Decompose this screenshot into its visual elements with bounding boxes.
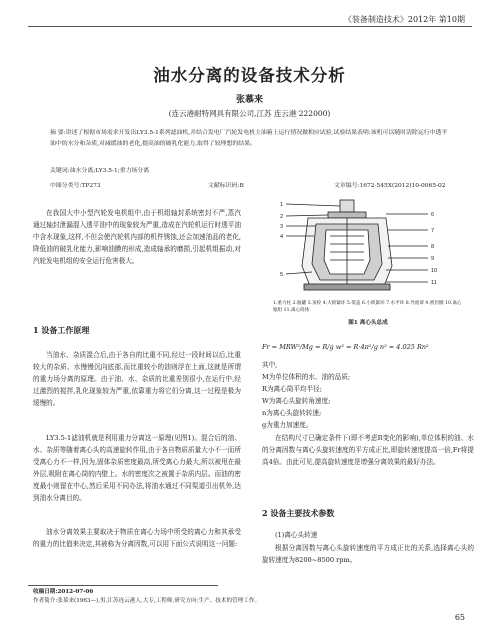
author-name: 张慕来 [235,95,263,105]
intro-paragraph: 在我国大中小型汽轮发电机组中,由于机组轴封系统密封不严,蒸汽通过轴封泄漏混入透平油中的现象较为严重,造成在汽轮机运行时透平油中含水现象,这样,不但会使汽轮机内部的机件锈蚀,还会加速油品的老化,降低油的破乳化能力,影响油膜的形成,造成轴承的磨损,引起机组振动,对汽轮发电机组的安全运行危害极大。 [33,209,241,265]
callout-6: 6 [431,212,435,218]
page-number: 65 [454,613,465,622]
received-date: 收稿日期:2012-07-06 [33,589,94,595]
footnotes [33,588,473,606]
keywords: 关键词:油水分离;LY3.5-1;重力场分离 [50,168,150,174]
section-2-1-paragraph: 根据分离因数与离心头旋转速度的平方成正比的关系,选择离心头的旋转速度为8200~8500 rpm。 [262,544,474,564]
callout-9: 9 [431,256,435,262]
figure-legend: 1.重力柱 2.瓶罐 3.顶栓 4.大锁紧环 5.架盖 6.小锁紧环 7.水平环 8.导流罩 9.密封圈 10.离心瓶组 11.离心筒体 [273,301,462,314]
figure-1 [268,196,468,327]
section-1-paragraph-1: 当油水、杂质混合后,由于各自的比重不同,经过一段时间以后,比重较大的杂质、水慢慢沉向底部,而比重较小的油则浮在上面,这就是所谓的重力场分离的原理。由于油、水、杂质的比重差别很小,在运行中,经过激烈的搅拌,乳化现象较为严重,依靠重力将它们分离,这一过程是极为缓慢的。 [33,351,241,407]
article-id: 文章编号:1672-545X(2012)10-0065-02 [334,183,446,189]
def-g: g为重力加速度。 [262,420,313,429]
def-m: M为单位体积的水、油的品质; [262,372,351,381]
callout-8: 8 [431,244,435,250]
separation-factor-formula: Fr = MRW²/Mg = R/g w² = R·4π²/g n² = 4.025 Rn² [262,343,429,351]
def-r: R为离心筒平均半径; [262,384,322,393]
section-2-1-heading: (1)离心头转速 [275,531,318,539]
header-rule [28,26,472,27]
callout-7: 7 [431,228,435,234]
callout-3: 3 [280,224,284,230]
paper-title: 油水分离的设备技术分析 [153,66,346,85]
callout-5: 5 [280,272,284,278]
callout-1: 1 [280,202,284,208]
variable-definitions [262,360,474,431]
def-w: W为离心头旋转角速度; [262,396,331,405]
callout-4: 4 [280,234,284,240]
footnote-rule [28,585,218,586]
abstract: 摘 要:讲述了根据市场需求开发出LY3.5-1系列滤油机,并结合发电厂汽轮发电机主油箱上运行情况做相应试验,试验结果表明:该机可以随时清除运行中透平油中的水分和杂质,对减缓油的老化,提高油的破乳化能力,取得了较理想的结果。 [50,130,448,147]
document-code: 文献标识码:B [208,183,244,189]
callout-11: 11 [431,280,437,286]
section-1-paragraph-2: LY3.5-1滤油机就是利用重力分离这一原理(见图1)。混合后的油、水、杂质等随着离心头的高速旋转作用,由于各自物质质量大小不一而所受离心力不一样,因为,固体杂质密度最高,所受离心力最大,所以被甩在最外层,吸附在离心筒的内壁上。水的密度次之被置于杂质内层。而油的密度最小则留在中心,然后采用不同办法,将油水通过不同渠道引出机外,达到油水分离目的。 [33,434,241,502]
section-1-paragraph-3: 油水分离效果主要取决于物质在离心力场中所受的离心力和其承受的重力的比值来决定,其被称为分离因数,可以用下面公式说明这一问题: [33,528,241,548]
section-2-heading: 2 设备主要技术参数 [262,508,335,518]
callout-2: 2 [280,214,284,220]
where-label: 其中, [262,361,278,369]
callout-10: 10 [431,268,438,274]
def-n: n为离心头旋转转速; [262,408,322,417]
section-1-heading: 1 设备工作原理 [33,325,90,335]
figure-caption: 图1 离心头总成 [348,320,388,327]
affiliation: (连云港耐特网具有限公司,江苏 连云港 222000) [168,109,331,118]
author-bio: 作者简介:张慕来(1963—),男,江苏连云港人,大专,工程师,研究方向:生产、技术的管理工作。 [33,598,261,604]
clc-number: 中图分类号:TP273 [50,183,101,189]
centrifuge-head-diagram [268,196,468,296]
column-2-paragraph: 在结构尺寸已确定条件下(即不考虑R变化的影响),单位体积的油、水的分离因数与离心头旋转速度的平方成正比,即旋转速度提高一倍,Fr将提高4倍。由此可见,提高旋转速度是增强分离效果的最好办法。 [262,434,474,466]
journal-header: 《装备制造技术》2012年 第10期 [343,15,465,24]
